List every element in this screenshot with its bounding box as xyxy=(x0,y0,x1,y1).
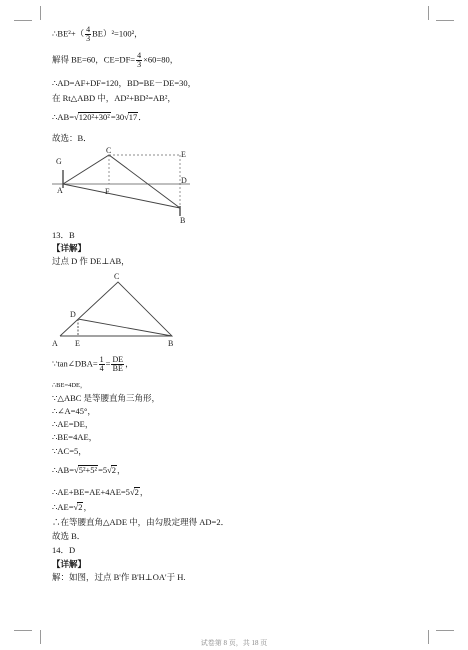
label-b: B xyxy=(180,216,186,224)
figure-2-diagram xyxy=(52,270,182,348)
label-a: A xyxy=(57,186,63,195)
radical: 2 xyxy=(111,465,117,475)
equation-line-3: ∴AD=AF+DF=120，BD=BE－DE=30， xyxy=(52,78,197,88)
numerator: DE xyxy=(112,355,124,364)
numerator: 1 xyxy=(99,355,104,364)
text: 解得 BE=60，CE=DF= xyxy=(52,54,136,65)
equation-line-4: 在 Rt△ABD 中，AD²+BD²=AB²， xyxy=(52,93,176,103)
label-a: A xyxy=(52,339,58,348)
text: ∴BE²+（ xyxy=(52,28,85,39)
label-f: F xyxy=(105,187,110,196)
crop-mark-top-right-h xyxy=(436,20,454,21)
crop-mark-bottom-left-h xyxy=(14,630,32,631)
denominator: 3 xyxy=(137,60,142,69)
answer-line: 故选：B． xyxy=(52,133,92,143)
page-footer: 试卷第 8 页，共 18 页 xyxy=(200,639,268,647)
label-d: D xyxy=(181,176,187,185)
crop-mark-top-right-v xyxy=(428,6,429,20)
crop-mark-top-left-v xyxy=(40,6,41,20)
explanation-line-12: ∴在等腰直角△ADE 中，由勾股定理得 AD=2． xyxy=(52,517,230,527)
explanation-line-10: ∴AE+BE=AE+4AE=5√2， xyxy=(52,487,149,497)
triangle-abc xyxy=(60,282,172,336)
label-g: G xyxy=(56,157,62,166)
text: ∴AE+BE=AE+4AE=5 xyxy=(52,487,130,497)
text: ∴AB= xyxy=(52,465,75,475)
text: =30 xyxy=(110,112,125,122)
radical: 2 xyxy=(134,487,139,497)
text: ×60=80， xyxy=(143,54,179,65)
crop-mark-bottom-right-h xyxy=(436,630,454,631)
numerator: 4 xyxy=(137,51,142,60)
fraction xyxy=(136,52,142,69)
question-13-answer: 13．B xyxy=(52,230,75,240)
text: ， xyxy=(83,502,92,512)
radical: 5²+5² xyxy=(78,465,98,475)
label-e: E xyxy=(181,150,186,159)
explanation-line-2 xyxy=(52,356,134,373)
explanation-line-5: ∴∠A=45°， xyxy=(52,406,96,416)
text: BE）²=100²， xyxy=(92,28,143,39)
label-c: C xyxy=(106,146,112,155)
radical: 17 xyxy=(128,112,138,122)
denominator: 3 xyxy=(86,34,91,43)
text: = xyxy=(105,358,111,369)
explanation-line-4: ∵△ABC 是等腰直角三角形， xyxy=(52,393,161,403)
fraction xyxy=(99,356,105,373)
explanation-heading: 【详解】 xyxy=(52,243,87,253)
explanation-line-9: ∴AB=√5²+5²=5√2， xyxy=(52,465,126,475)
explanation-line-11: ∴AE=√2， xyxy=(52,502,92,512)
triangle-acb xyxy=(63,155,180,208)
fraction xyxy=(111,356,124,373)
equation-line-2 xyxy=(52,52,178,69)
text: ∴AB= xyxy=(52,112,75,122)
fraction xyxy=(85,26,91,43)
numerator: 4 xyxy=(86,25,91,34)
denominator: 4 xyxy=(99,364,104,373)
explanation-line-3: ∴BE=4DE， xyxy=(52,382,87,389)
equation-line-5: ∴AB=√120²+30²=30√17． xyxy=(52,112,147,122)
label-d: D xyxy=(70,310,76,319)
question-14-answer: 14．D xyxy=(52,545,76,555)
text: ∵tan∠DBA= xyxy=(52,358,98,369)
crop-mark-top-left-h xyxy=(14,20,32,21)
label-b: B xyxy=(168,339,174,348)
figure-1-diagram xyxy=(52,146,202,224)
radical: 2 xyxy=(78,502,83,512)
explanation-line-7: ∴BE=4AE， xyxy=(52,432,98,442)
explanation-heading-14: 【详解】 xyxy=(52,559,87,569)
text: ， xyxy=(139,487,149,497)
denominator: BE xyxy=(112,364,123,373)
explanation-line-6: ∴AE=DE， xyxy=(52,419,94,429)
text: ． xyxy=(138,112,147,122)
explanation-line-8: ∵AC=5， xyxy=(52,446,87,456)
answer-line-13: 故选 B． xyxy=(52,531,86,541)
explanation-14-line-1: 解：如图，过点 B'作 B'H⊥OA'于 H. xyxy=(52,572,186,582)
label-c: C xyxy=(114,272,120,281)
explanation-line-1: 过点 D 作 DE⊥AB， xyxy=(52,256,130,266)
label-e: E xyxy=(75,339,80,348)
text: ∴AE= xyxy=(52,502,74,512)
radical: 120²+30² xyxy=(78,112,110,122)
equation-line-1 xyxy=(52,26,143,43)
text: ， xyxy=(117,465,126,475)
text: =5 xyxy=(98,465,108,475)
text: ， xyxy=(125,358,134,369)
